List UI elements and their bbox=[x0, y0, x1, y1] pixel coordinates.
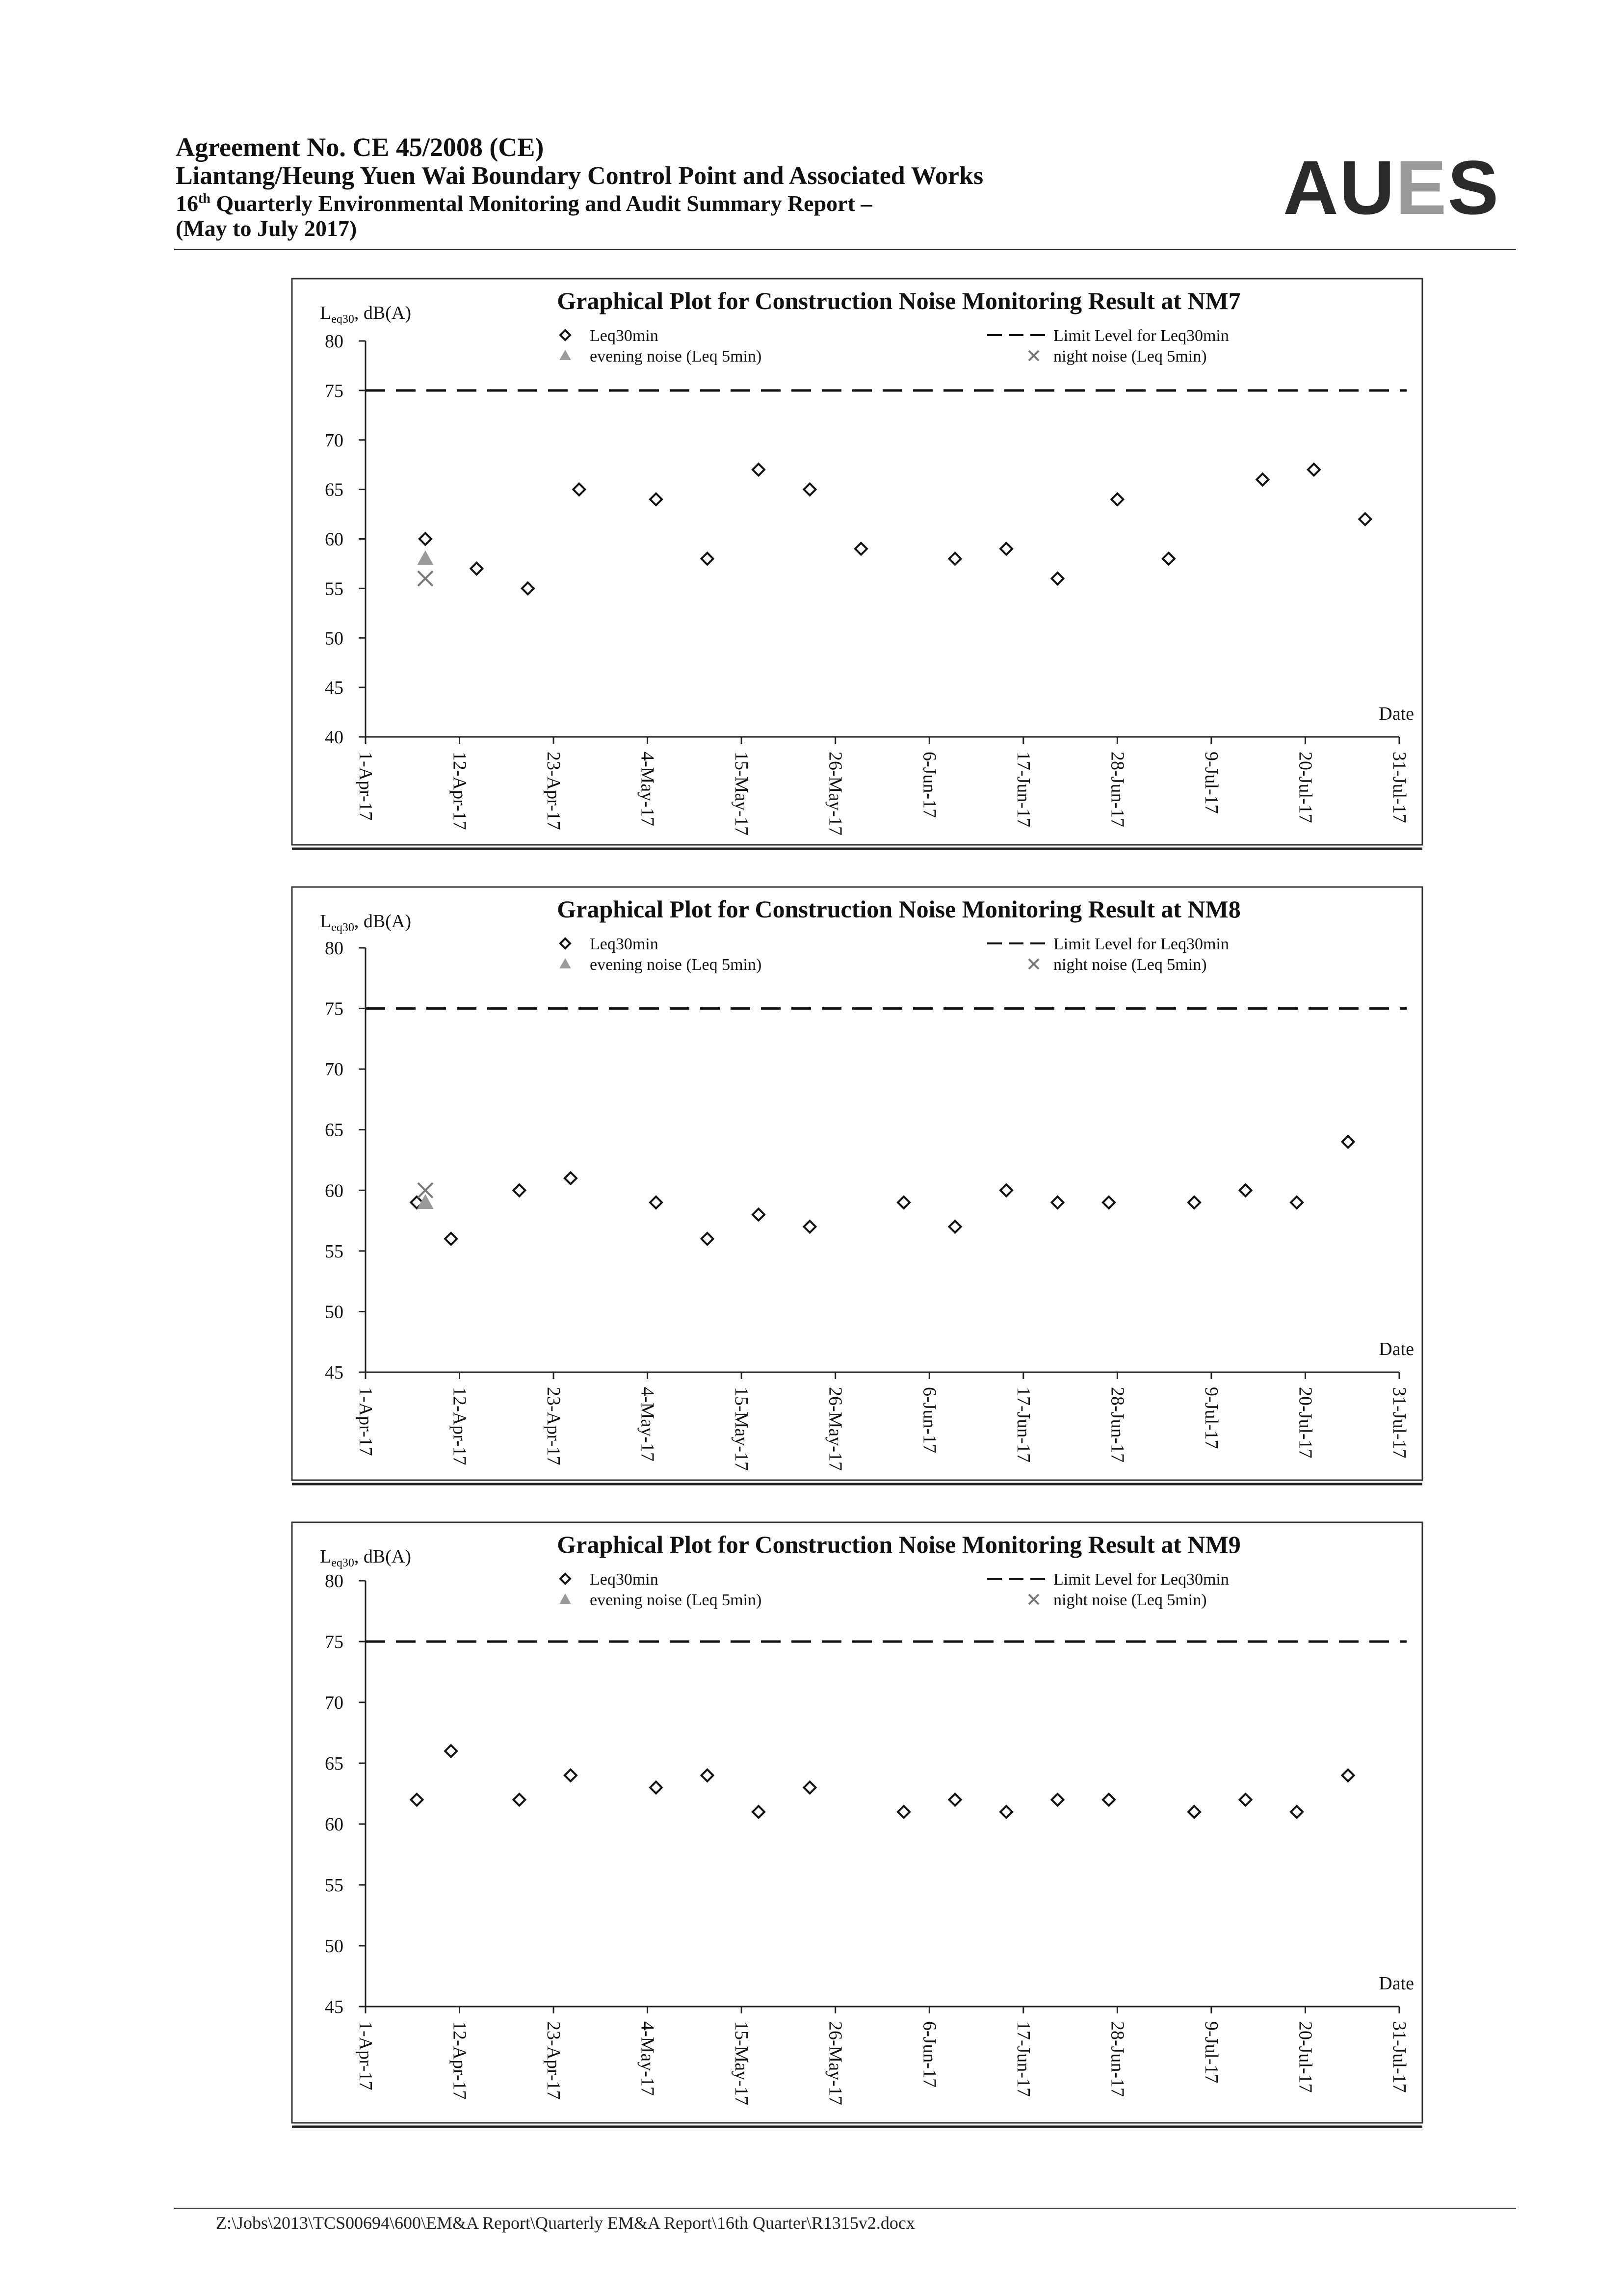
y-tick-label: 45 bbox=[325, 678, 343, 699]
legend-evening-marker bbox=[560, 959, 570, 968]
leq30-point bbox=[650, 494, 662, 505]
x-tick-label: 17-Jun-17 bbox=[1013, 2021, 1034, 2097]
y-tick-label: 60 bbox=[325, 1180, 343, 1201]
legend-night-marker bbox=[1029, 351, 1039, 361]
x-tick-label: 26-May-17 bbox=[825, 1387, 846, 1471]
y-tick-label: 55 bbox=[325, 578, 343, 600]
y-tick-label: 75 bbox=[325, 380, 343, 401]
project-title: Liantang/Heung Yuen Wai Boundary Control Point and Associated Works bbox=[176, 162, 984, 190]
x-tick-label: 15-May-17 bbox=[731, 1387, 752, 1471]
legend-leq30-marker bbox=[560, 330, 570, 340]
chart-title: Graphical Plot for Construction Noise Monitoring Result at NM8 bbox=[557, 895, 1241, 923]
x-tick-label: 28-Jun-17 bbox=[1107, 1387, 1128, 1463]
leq30-point bbox=[702, 1233, 713, 1245]
leq30-point bbox=[1291, 1806, 1303, 1818]
x-tick-label: 12-Apr-17 bbox=[449, 2021, 470, 2100]
x-tick-label: 1-Apr-17 bbox=[355, 1387, 376, 1456]
agreement-number: Agreement No. CE 45/2008 (CE) bbox=[176, 132, 544, 162]
evening-noise-point bbox=[418, 551, 433, 565]
legend-evening-marker bbox=[560, 1594, 570, 1603]
x-tick-label: 6-Jun-17 bbox=[919, 2021, 940, 2088]
x-tick-label: 31-Jul-17 bbox=[1389, 2021, 1410, 2093]
y-tick-label: 45 bbox=[325, 1997, 343, 2017]
y-tick-label: 80 bbox=[325, 1571, 343, 1592]
legend-leq30-label: Leq30min bbox=[590, 935, 658, 953]
leq30-point bbox=[949, 553, 961, 565]
legend-evening-label: evening noise (Leq 5min) bbox=[590, 347, 762, 365]
leq30-point bbox=[753, 1806, 764, 1818]
y-tick-label: 60 bbox=[325, 1814, 343, 1835]
leq30-point bbox=[650, 1197, 662, 1208]
logo-text-e: E bbox=[1395, 145, 1448, 231]
y-tick-label: 65 bbox=[325, 479, 343, 500]
y-tick-label: 40 bbox=[325, 727, 343, 748]
y-tick-label: 75 bbox=[325, 998, 343, 1019]
header-divider bbox=[174, 249, 1516, 250]
y-tick-label: 50 bbox=[325, 1302, 343, 1323]
y-tick-label: 60 bbox=[325, 529, 343, 550]
chart-title: Graphical Plot for Construction Noise Monitoring Result at NM9 bbox=[557, 1531, 1241, 1558]
y-tick-label: 70 bbox=[325, 1693, 343, 1713]
leq30-point bbox=[1188, 1806, 1200, 1818]
report-title-rest: Quarterly Environmental Monitoring and Audit Summary Report – bbox=[210, 190, 872, 216]
leq30-point bbox=[1240, 1184, 1252, 1196]
leq30-point bbox=[804, 1221, 815, 1232]
leq30-point bbox=[898, 1197, 910, 1208]
y-axis-label: $L_{eq30}$, dB(A) bbox=[320, 911, 411, 934]
leq30-point bbox=[855, 543, 867, 555]
aues-logo bbox=[1283, 145, 1500, 231]
leq30-point bbox=[445, 1233, 457, 1245]
legend-leq30-label: Leq30min bbox=[590, 327, 658, 345]
report-ordinal: 16 bbox=[176, 190, 198, 216]
night-noise-point bbox=[418, 571, 433, 586]
x-tick-label: 23-Apr-17 bbox=[543, 1387, 564, 1465]
legend-night-marker bbox=[1029, 959, 1039, 969]
legend-leq30-marker bbox=[560, 1574, 570, 1584]
leq30-point bbox=[1000, 1184, 1012, 1196]
leq30-point bbox=[1103, 1197, 1115, 1208]
y-tick-label: 50 bbox=[325, 628, 343, 649]
x-tick-label: 6-Jun-17 bbox=[919, 1387, 940, 1454]
x-tick-label: 17-Jun-17 bbox=[1013, 1387, 1034, 1463]
chart-nm7 bbox=[290, 277, 1424, 856]
y-tick-label: 65 bbox=[325, 1753, 343, 1774]
x-tick-label: 26-May-17 bbox=[825, 2021, 846, 2105]
x-tick-label: 12-Apr-17 bbox=[449, 1387, 470, 1465]
leq30-point bbox=[573, 484, 585, 496]
y-tick-label: 70 bbox=[325, 430, 343, 451]
leq30-point bbox=[1111, 494, 1123, 505]
leq30-point bbox=[1291, 1197, 1303, 1208]
legend-leq30-marker bbox=[560, 939, 570, 948]
leq30-point bbox=[702, 1770, 713, 1781]
leq30-point bbox=[804, 1782, 815, 1794]
leq30-point bbox=[650, 1782, 662, 1794]
x-tick-label: 23-Apr-17 bbox=[543, 752, 564, 830]
y-tick-label: 50 bbox=[325, 1936, 343, 1957]
x-tick-label: 28-Jun-17 bbox=[1107, 752, 1128, 828]
x-tick-label: 20-Jul-17 bbox=[1295, 752, 1316, 823]
leq30-point bbox=[1240, 1794, 1252, 1805]
leq30-point bbox=[522, 582, 534, 594]
leq30-point bbox=[1308, 464, 1320, 475]
leq30-point bbox=[513, 1794, 525, 1805]
x-axis-label: Date bbox=[1379, 704, 1414, 724]
report-ordinal-suffix: th bbox=[198, 191, 210, 207]
y-tick-label: 45 bbox=[325, 1362, 343, 1383]
y-tick-label: 70 bbox=[325, 1059, 343, 1080]
chart-panel-nm9 bbox=[290, 1521, 1424, 2134]
y-tick-label: 80 bbox=[325, 938, 343, 959]
data-points bbox=[418, 464, 1371, 594]
legend-evening-marker bbox=[560, 351, 570, 360]
report-period: (May to July 2017) bbox=[176, 216, 357, 241]
chart-legend bbox=[560, 1570, 1229, 1609]
legend-evening-label: evening noise (Leq 5min) bbox=[590, 956, 762, 974]
legend-limit-label: Limit Level for Leq30min bbox=[1053, 1570, 1229, 1589]
chart-legend bbox=[560, 327, 1229, 365]
logo-text-au: AU bbox=[1283, 145, 1396, 231]
x-tick-label: 26-May-17 bbox=[825, 752, 846, 835]
leq30-point bbox=[1163, 553, 1175, 565]
y-axis-label: $L_{eq30}$, dB(A) bbox=[320, 1546, 411, 1569]
y-tick-label: 55 bbox=[325, 1875, 343, 1896]
chart-panel-nm7 bbox=[290, 277, 1424, 856]
leq30-point bbox=[898, 1806, 910, 1818]
leq30-point bbox=[949, 1221, 961, 1232]
footer-divider bbox=[174, 2208, 1516, 2209]
chart-legend bbox=[560, 935, 1229, 974]
legend-night-marker bbox=[1029, 1594, 1039, 1604]
x-tick-label: 1-Apr-17 bbox=[355, 752, 376, 821]
x-axis-label: Date bbox=[1379, 1973, 1414, 1994]
chart-panel-nm8 bbox=[290, 886, 1424, 1491]
x-tick-label: 4-May-17 bbox=[637, 752, 658, 826]
x-tick-label: 4-May-17 bbox=[637, 2021, 658, 2096]
leq30-point bbox=[1342, 1136, 1354, 1148]
leq30-point bbox=[1051, 573, 1063, 584]
leq30-point bbox=[804, 484, 815, 496]
x-tick-label: 23-Apr-17 bbox=[543, 2021, 564, 2100]
x-tick-label: 1-Apr-17 bbox=[355, 2021, 376, 2090]
footer-file-path: Z:\Jobs\2013\TCS00694\600\EM&A Report\Quarterly EM&A Report\16th Quarter\R1315v2.docx bbox=[216, 2213, 915, 2233]
leq30-point bbox=[1103, 1794, 1115, 1805]
x-tick-label: 9-Jul-17 bbox=[1201, 2021, 1222, 2084]
leq30-point bbox=[565, 1770, 576, 1781]
y-axis-label: $L_{eq30}$, dB(A) bbox=[320, 303, 411, 326]
x-tick-label: 6-Jun-17 bbox=[919, 752, 940, 818]
logo-text-s: S bbox=[1447, 145, 1500, 231]
leq30-point bbox=[1188, 1197, 1200, 1208]
legend-limit-label: Limit Level for Leq30min bbox=[1053, 935, 1229, 953]
x-tick-label: 4-May-17 bbox=[637, 1387, 658, 1461]
x-tick-label: 20-Jul-17 bbox=[1295, 2021, 1316, 2093]
legend-night-label: night noise (Leq 5min) bbox=[1053, 956, 1207, 974]
y-tick-label: 55 bbox=[325, 1241, 343, 1262]
x-tick-label: 31-Jul-17 bbox=[1389, 752, 1410, 823]
leq30-point bbox=[1342, 1770, 1354, 1781]
legend-night-label: night noise (Leq 5min) bbox=[1053, 347, 1207, 365]
data-points bbox=[411, 1136, 1354, 1245]
leq30-point bbox=[1000, 1806, 1012, 1818]
chart-nm9 bbox=[290, 1521, 1424, 2134]
legend-leq30-label: Leq30min bbox=[590, 1570, 658, 1589]
x-axis-label: Date bbox=[1379, 1339, 1414, 1359]
x-tick-label: 15-May-17 bbox=[731, 752, 752, 835]
leq30-point bbox=[1000, 543, 1012, 555]
x-tick-label: 12-Apr-17 bbox=[449, 752, 470, 830]
leq30-point bbox=[1257, 473, 1268, 485]
chart-title: Graphical Plot for Construction Noise Monitoring Result at NM7 bbox=[557, 287, 1241, 314]
leq30-point bbox=[1051, 1197, 1063, 1208]
x-tick-label: 20-Jul-17 bbox=[1295, 1387, 1316, 1459]
leq30-point bbox=[702, 553, 713, 565]
x-tick-label: 9-Jul-17 bbox=[1201, 752, 1222, 814]
x-tick-label: 17-Jun-17 bbox=[1013, 752, 1034, 828]
y-tick-label: 80 bbox=[325, 331, 343, 352]
chart-nm8 bbox=[290, 886, 1424, 1491]
legend-evening-label: evening noise (Leq 5min) bbox=[590, 1591, 762, 1609]
leq30-point bbox=[753, 464, 764, 475]
leq30-point bbox=[753, 1209, 764, 1221]
x-tick-label: 15-May-17 bbox=[731, 2021, 752, 2105]
legend-night-label: night noise (Leq 5min) bbox=[1053, 1591, 1207, 1609]
x-tick-label: 28-Jun-17 bbox=[1107, 2021, 1128, 2097]
x-tick-label: 31-Jul-17 bbox=[1389, 1387, 1410, 1459]
x-tick-label: 9-Jul-17 bbox=[1201, 1387, 1222, 1449]
legend-limit-label: Limit Level for Leq30min bbox=[1053, 327, 1229, 345]
leq30-point bbox=[411, 1794, 422, 1805]
leq30-point bbox=[565, 1173, 576, 1184]
leq30-point bbox=[949, 1794, 961, 1805]
leq30-point bbox=[1051, 1794, 1063, 1805]
leq30-point bbox=[445, 1745, 457, 1757]
leq30-point bbox=[471, 563, 482, 574]
y-tick-label: 65 bbox=[325, 1120, 343, 1141]
leq30-point bbox=[419, 533, 431, 545]
leq30-point bbox=[1359, 513, 1371, 525]
leq30-point bbox=[513, 1184, 525, 1196]
y-tick-label: 75 bbox=[325, 1632, 343, 1652]
data-points bbox=[411, 1745, 1354, 1818]
